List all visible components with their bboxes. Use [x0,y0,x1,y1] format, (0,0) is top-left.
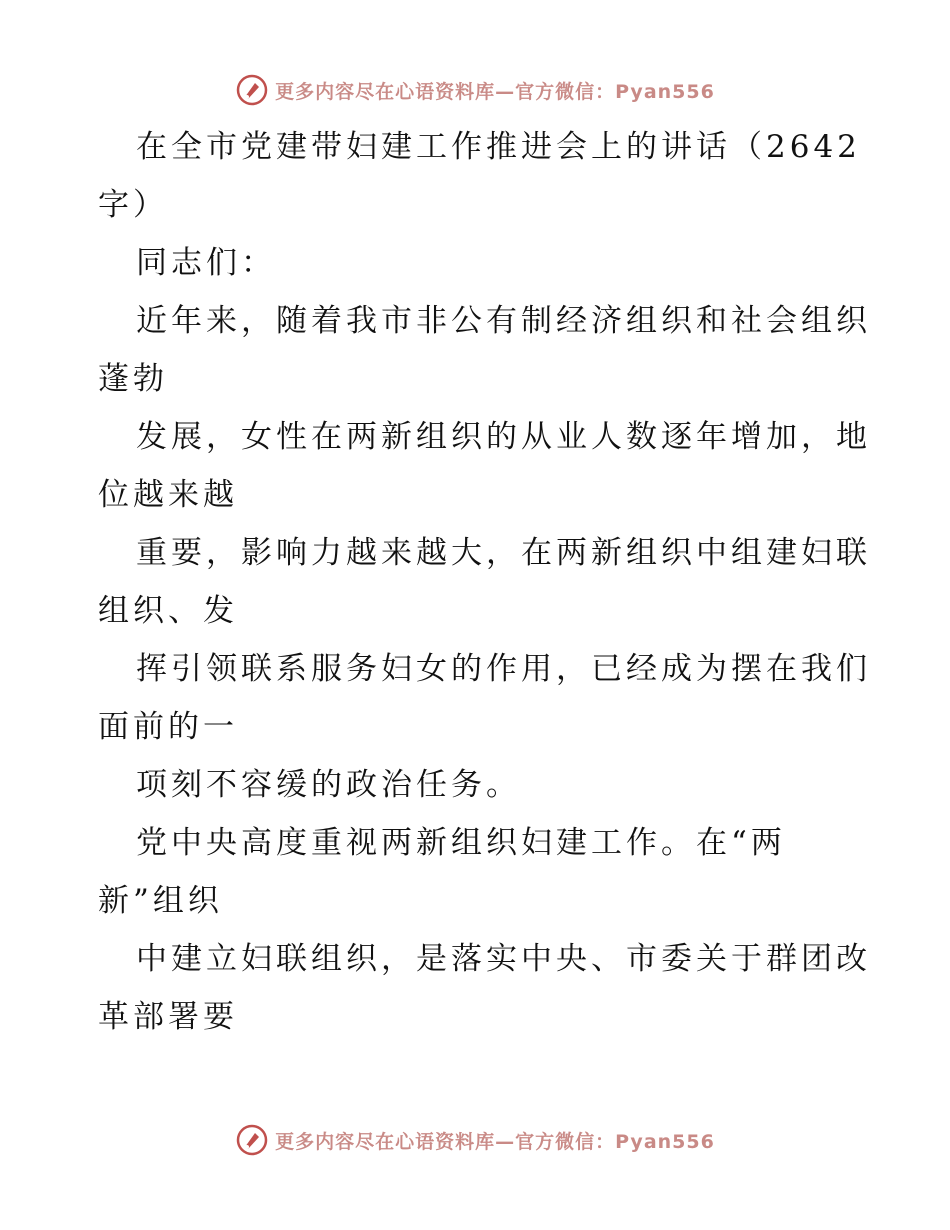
watermark-banner-top [0,70,950,110]
paragraph-line: 蓬勃 [98,361,168,397]
paragraph-line: 挥引领联系服务妇女的作用，已经成为摆在我们 [136,651,871,687]
paragraph-line: 重要，影响力越来越大，在两新组织中组建妇联 [136,535,871,571]
watermark-text-bottom: 更多内容尽在心语资料库—官方微信：Pyan556 [275,1130,715,1153]
pen-nib-logo-icon [235,73,269,107]
paragraph-line: 项刻不容缓的政治任务。 [136,767,521,803]
paragraph-line: 近年来，随着我市非公有制经济组织和社会组织 [136,303,871,339]
paragraph-line: 发展，女性在两新组织的从业人数逐年增加，地 [136,419,871,455]
watermark-banner-bottom [0,1120,950,1160]
pen-nib-logo-icon [235,1123,269,1157]
document-body [98,118,871,1046]
paragraph-line: 面前的一 [98,709,238,745]
paragraph-line: 位越来越 [98,477,238,513]
paragraph-line: 新”组织 [98,883,223,919]
paragraph-line: 中建立妇联组织，是落实中央、市委关于群团改 [136,941,871,977]
salutation: 同志们： [136,245,276,281]
paragraph-line: 党中央高度重视两新组织妇建工作。在“两 [136,825,786,861]
title-line-1: 在全市党建带妇建工作推进会上的讲话（2642 [136,129,861,165]
watermark-text-top: 更多内容尽在心语资料库—官方微信：Pyan556 [275,80,715,103]
paragraph-line: 革部署要 [98,999,238,1035]
paragraph-line: 组织、发 [98,593,238,629]
title-line-2: 字） [98,187,168,223]
